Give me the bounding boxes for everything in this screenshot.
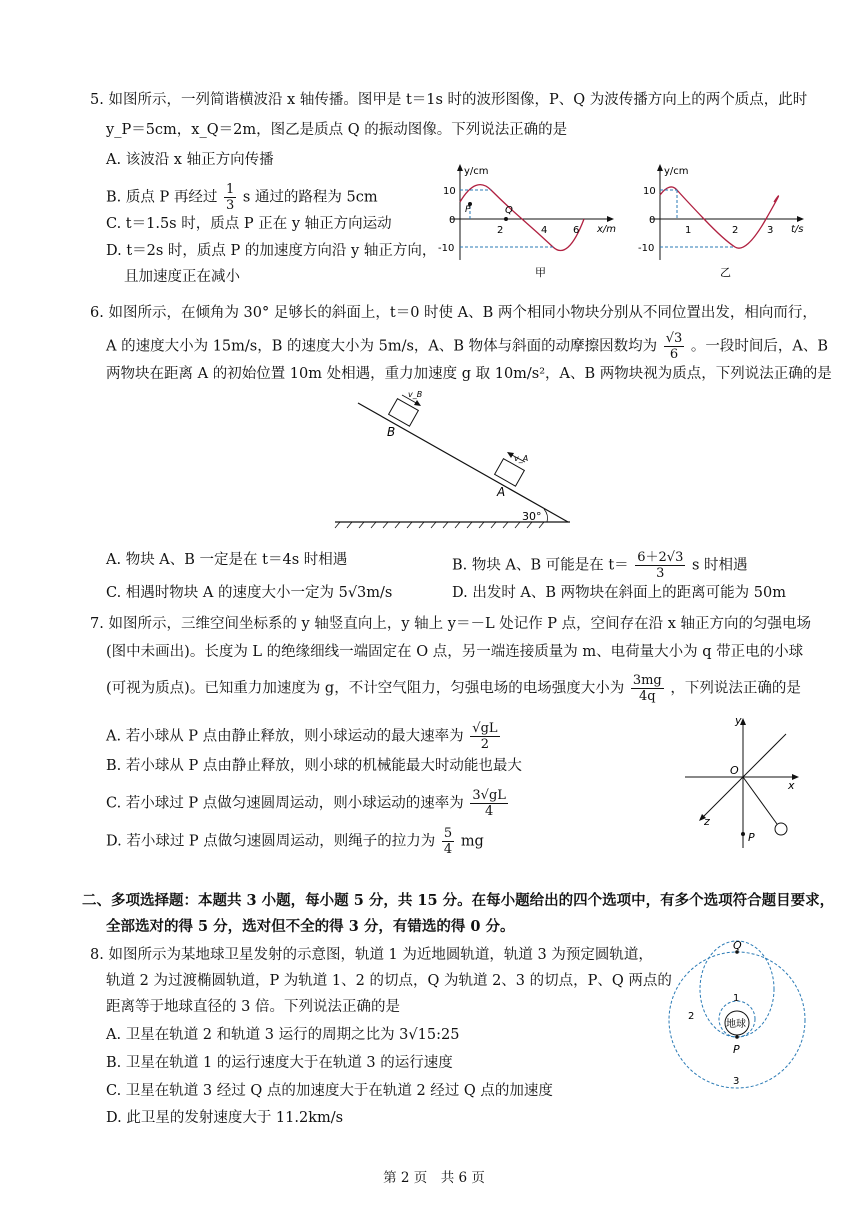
q5-stem-line1: 5. 如图所示，一列简谐横波沿 x 轴传播。图甲是 t＝1s 时的波形图像，P、Q 为波传播方向上的两个质点，此时 xyxy=(90,92,808,108)
q7-option-a-num: √gL xyxy=(472,721,498,736)
q7-option-c-pre: C. 若小球过 P 点做匀速圆周运动，则小球运动的速率为 xyxy=(106,795,464,812)
y-label: y xyxy=(735,714,742,727)
q6-incline-figure xyxy=(330,385,580,530)
q5-option-b-fraction xyxy=(224,182,236,213)
jia-origin: 0 xyxy=(449,215,456,226)
q7-field-den: 4q xyxy=(638,689,656,704)
yi-t2: 2 xyxy=(732,225,739,236)
yi-t1: 1 xyxy=(685,225,692,236)
q7-option-a-fraction xyxy=(470,721,499,752)
q7-option-d xyxy=(106,826,484,857)
jia-wave xyxy=(460,185,584,251)
q5-option-b-den: 3 xyxy=(225,198,235,213)
jia-caption: 甲 xyxy=(535,266,546,279)
q5-option-c: C. t＝1.5s 时，质点 P 正在 y 轴正方向运动 xyxy=(106,216,392,232)
q6-option-b-pre: B. 物块 A、B 可能是在 t＝ xyxy=(452,557,629,574)
q6-option-b-post: s 时相遇 xyxy=(691,557,748,574)
a-label: A xyxy=(497,485,506,499)
yi-ym10: -10 xyxy=(638,243,655,254)
q7-option-c-den: 4 xyxy=(485,804,494,819)
q6-option-d: D. 出发时 A、B 两物块在斜面上的距离可能为 50m xyxy=(452,585,786,601)
point-p xyxy=(741,832,745,836)
point-p xyxy=(735,1035,739,1039)
b-label: B xyxy=(387,425,396,439)
yi-t3: 3 xyxy=(767,225,774,236)
q6-stem-line2 xyxy=(106,331,828,362)
p-label: P xyxy=(733,1043,740,1056)
earth-label: 地球 xyxy=(726,1019,746,1030)
yi-y10: 10 xyxy=(643,186,656,197)
q6-stem-line2-post: 。一段时间后，A、B xyxy=(690,338,829,355)
block-b xyxy=(389,399,419,426)
q5-option-d-line2: 且加速度正在减小 xyxy=(124,269,240,285)
o-label: O xyxy=(730,764,739,777)
q7-stem-line2: (图中未画出)。长度为 L 的绝缘细线一端固定在 O 点，另一端连接质量为 m、电荷量大小为 q 带正电的小球 xyxy=(106,644,804,660)
yi-xlabel: t/s xyxy=(791,224,804,235)
q7-stem-line3-post: ，下列说法正确的是 xyxy=(670,680,801,697)
q7-option-a-den: 2 xyxy=(480,737,490,752)
q5-figure-jia xyxy=(440,160,625,280)
string-line xyxy=(743,777,777,824)
q6-friction-num: √3 xyxy=(665,331,683,346)
q8-orbit-figure xyxy=(660,935,830,1095)
jia-ym10: -10 xyxy=(438,243,455,254)
q7-option-d-post: mg xyxy=(460,833,484,850)
q7-field-num: 3mg xyxy=(632,673,662,688)
page-footer: 第 2 页 共 6 页 xyxy=(383,1170,485,1186)
yi-y-arrow xyxy=(657,164,663,171)
q8-option-d: D. 此卫星的发射速度大于 11.2km/s xyxy=(106,1110,344,1126)
q6-option-b-den: 3 xyxy=(656,566,665,581)
jia-xlabel: x/m xyxy=(597,224,617,235)
jia-y10: 10 xyxy=(443,186,456,197)
q6-friction-fraction xyxy=(664,331,685,362)
q7-option-c-fraction xyxy=(470,788,508,819)
q7-option-d-den: 4 xyxy=(443,842,453,857)
q7-stem-line1: 7. 如图所示，三维空间坐标系的 y 轴竖直向上，y 轴上 y＝－L 处记作 P 点，空间存在沿 x 轴正方向的匀强电场 xyxy=(90,616,812,632)
jia-x-arrow xyxy=(607,216,614,222)
q6-option-b xyxy=(452,550,748,581)
p-label: P xyxy=(748,831,755,844)
vb-label: v_B xyxy=(408,390,423,399)
ground-hatch xyxy=(335,522,544,528)
section2-heading-line1: 二、多项选择题：本题共 3 小题，每小题 5 分，共 15 分。在每小题给出的四个选项中，有多个选项符合题目要求， xyxy=(82,892,835,909)
q6-stem-line3: 两物块在距离 A 的初始位置 10m 处相遇，重力加速度 g 取 10m/s²，A、B 两物块视为质点，下列说法正确的是 xyxy=(106,366,832,382)
yi-caption: 乙 xyxy=(720,266,731,279)
q6-option-b-fraction xyxy=(635,550,685,581)
vb-arrowhead xyxy=(414,400,421,406)
orbit-1-label: 1 xyxy=(733,993,740,1004)
q8-stem-line1: 8. 如图所示为某地球卫星发射的示意图，轨道 1 为近地圆轨道，轨道 3 为预定圆轨道， xyxy=(90,947,653,963)
jia-x2: 2 xyxy=(497,225,504,236)
q7-axes-figure xyxy=(680,710,810,860)
jia-x6: 6 xyxy=(573,225,580,236)
q5-option-b xyxy=(106,182,378,213)
z-label: z xyxy=(704,815,710,828)
q6-stem-line1: 6. 如图所示，在倾角为 30° 足够长的斜面上，t＝0 时使 A、B 两个相同小物块分别从不同位置出发，相向而行， xyxy=(90,305,817,321)
yi-ylabel: y/cm xyxy=(664,166,689,177)
orbit-3-label: 3 xyxy=(733,1076,740,1087)
q7-option-a-pre: A. 若小球从 P 点由静止释放，则小球运动的最大速率为 xyxy=(106,728,464,745)
q7-option-d-fraction xyxy=(442,826,454,857)
q7-option-c xyxy=(106,788,510,819)
q5-option-d-line1: D. t＝2s 时，质点 P 的加速度方向沿 y 轴正方向， xyxy=(106,243,437,259)
x-label: x xyxy=(788,779,795,792)
q5-option-b-num: 1 xyxy=(225,182,235,197)
q7-option-d-num: 5 xyxy=(443,826,453,841)
jia-point-q xyxy=(504,217,508,221)
q-label: Q xyxy=(733,939,742,952)
q7-option-d-pre: D. 若小球过 P 点做匀速圆周运动，则绳子的拉力为 xyxy=(106,833,436,850)
q5-option-b-post: s 通过的路程为 5cm xyxy=(242,189,378,206)
q8-option-c: C. 卫星在轨道 3 经过 Q 点的加速度大于在轨道 2 经过 Q 点的加速度 xyxy=(106,1083,553,1099)
z-axis xyxy=(702,734,786,818)
section2-heading-line2: 全部选对的得 5 分，选对但不全的得 3 分，有错选的得 0 分。 xyxy=(106,918,515,935)
q5-option-a: A. 该波沿 x 轴正方向传播 xyxy=(106,152,274,168)
jia-p-label: P xyxy=(465,205,471,215)
yi-origin: 0 xyxy=(649,215,656,226)
q6-option-a: A. 物块 A、B 一定是在 t＝4s 时相遇 xyxy=(106,552,348,568)
yi-x-arrow xyxy=(797,216,804,222)
va-label: v_A xyxy=(514,454,529,463)
charged-ball xyxy=(775,823,787,835)
orbit-2-label: 2 xyxy=(688,1011,695,1022)
q7-option-c-num: 3√gL xyxy=(472,788,506,803)
incline-surface xyxy=(358,403,568,522)
q7-stem-line3 xyxy=(106,673,801,704)
jia-q-label: Q xyxy=(505,205,513,216)
q7-option-a xyxy=(106,721,502,752)
q6-friction-den: 6 xyxy=(669,347,679,362)
jia-ylabel: y/cm xyxy=(464,166,489,177)
q5-figure-yi xyxy=(640,160,815,280)
q5-stem-line2: y_P＝5cm，x_Q＝2m，图乙是质点 Q 的振动图像。下列说法正确的是 xyxy=(106,122,568,138)
q5-option-b-pre: B. 质点 P 再经过 xyxy=(106,189,218,206)
q8-option-b: B. 卫星在轨道 1 的运行速度大于在轨道 3 的运行速度 xyxy=(106,1055,453,1071)
q6-stem-line2-pre: A 的速度大小为 15m/s，B 的速度大小为 5m/s，A、B 物体与斜面的动摩擦因数均为 xyxy=(106,338,658,355)
q8-stem-line3: 距离等于地球直径的 3 倍。下列说法正确的是 xyxy=(106,999,400,1015)
q7-field-fraction xyxy=(631,673,664,704)
q7-option-b: B. 若小球从 P 点由静止释放，则小球的机械能最大时动能也最大 xyxy=(106,758,522,774)
angle-arc xyxy=(544,509,548,522)
q6-option-c: C. 相遇时物块 A 的速度大小一定为 5√3m/s xyxy=(106,585,393,601)
q8-option-a: A. 卫星在轨道 2 和轨道 3 运行的周期之比为 3√15:25 xyxy=(106,1027,460,1043)
jia-x4: 4 xyxy=(541,225,548,236)
q8-stem-line2: 轨道 2 为过渡椭圆轨道，P 为轨道 1、2 的切点，Q 为轨道 2、3 的切点，P、Q 两点的 xyxy=(106,973,672,989)
q7-stem-line3-pre: (可视为质点)。已知重力加速度为 g，不计空气阻力，匀强电场的电场强度大小为 xyxy=(106,680,625,697)
angle-label: 30° xyxy=(522,510,542,523)
va-arrowhead xyxy=(507,452,514,458)
q6-option-b-num: 6＋2√3 xyxy=(637,550,684,565)
yi-wave xyxy=(660,187,779,248)
jia-y-arrow xyxy=(457,164,463,171)
